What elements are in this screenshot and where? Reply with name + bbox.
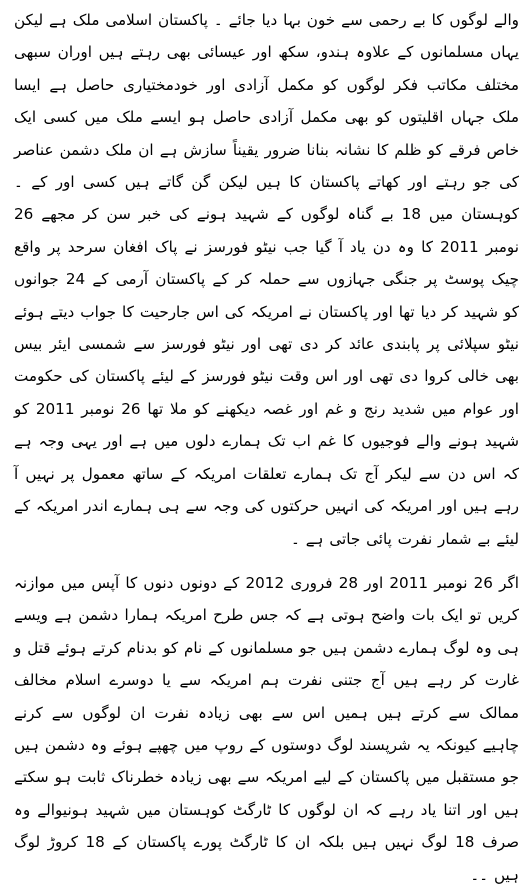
article-paragraph-2: اگر 26 نومبر 2011 اور 28 فروری 2012 کے دونوں دنوں کا آپس میں موازنہ کریں تو ایک بات واضح ہوتی ہے کہ جس طرح امریکہ ہمارا دشمن ہے ویسے ہی وہ لوگ ہمارے دشمن ہیں جو مسلمانوں کے نام کو بدنام کرتے ہوئے قتل و غارت کر رہے ہیں آج جتنی نفرت ہم امریکہ سے یا دوسرے اسلام مخالف ممالک سے کرتے ہیں ہمیں اس سے بھی زیادہ نفرت ان لوگوں سے کرنے چاہیے کیونکہ یہ شرپسند لوگ دوستوں کے روپ میں چھپے ہوئے وہ دشمن ہیں جو مستقبل میں پاکستان کے لیے امریکہ سے بھی زیادہ خطرناک ثابت ہو سکتے ہیں اور اتنا یاد رہے کہ ان لوگوں کا ٹارگٹ کوہستان میں شہید ہونیوالے وہ صرف 18 لوگ نہیں ہیں بلکہ ان کا ٹارگٹ پورے پاکستان کے 18 کروڑ لوگ ہیں ۔۔ <box>14 573 520 884</box>
article-paragraph-1: والے لوگوں کا بے رحمی سے خون بہا دیا جائے ۔ پاکستان اسلامی ملک ہے لیکن یہاں مسلمانوں کے علاوہ ہندو، سکھ اور عیسائی بھی رہتے ہیں اوران سبھی مختلف مکاتب فکر لوگوں کو مکمل آزادی اور خودمختیاری حاصل ہے ایسا ملک جہاں اقلیتوں کو بھی مکمل آزادی حاصل ہو ایسے ملک میں کسی ایک خاص فرقے کو ظلم کا نشانہ بنانا ضرور یقیناً سازش ہے ان ملک دشمن عناصر کی جو رہتے اور کھاتے پاکستان کا ہیں لیکن گن گاتے ہیں کسی اور کے ۔ کوہستان میں 18 بے گناہ لوگوں کے شہید ہونے کی خبر سن کر مجھے 26 نومبر 2011 کا وہ دن یاد آ گیا جب نیٹو فورسز نے پاک افغان سرحد پر واقع چیک پوسٹ پر جنگی جہازوں سے حملہ کر کے پاکستان آرمی کے 24 جوانوں کو شہید کر دیا تھا اور پاکستان نے امریکہ کی اس جارحیت کا جواب دیتے ہوئے نیٹو سپلائی پر پابندی عائد کر دی تھی اور نیٹو فورسز سے شمسی ایئر بیس بھی خالی کروا دی تھی اور اس وقت نیٹو فورسز کے لیئے پاکستان کی حکومت اور عوام میں شدید رنج و غم اور غصہ دیکھنے کو ملا تھا 26 نومبر 2011 کو شہید ہونے والے فوجیوں کا غم اب تک ہمارے دلوں میں ہے اور یہی وجہ ہے کہ اس دن سے لیکر آج تک ہمارے تعلقات امریکہ کے ساتھ معمول پر نہیں آ رہے ہیں اور امریکہ کی انہیں حرکتوں کی وجہ سے ہی ہمارے اندر امریکہ کے لیئے بے شمار نفرت پائی جاتی ہے ۔ <box>14 11 520 548</box>
